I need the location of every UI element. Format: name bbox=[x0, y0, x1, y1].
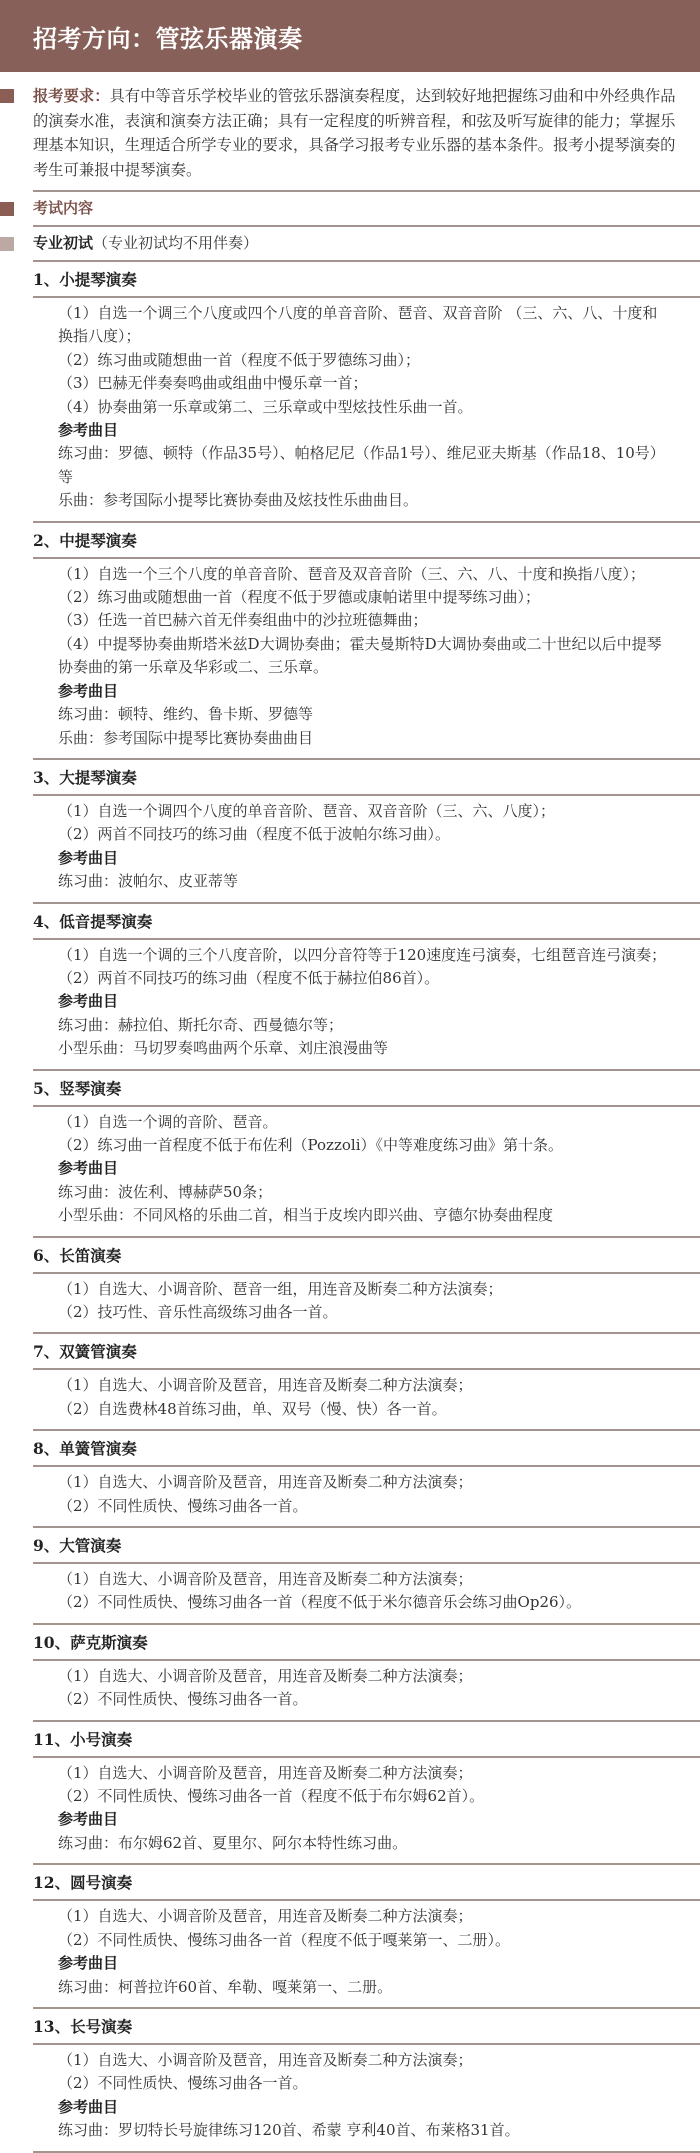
requirement-item: （2）不同性质快、慢练习曲各一首。 bbox=[58, 1690, 308, 1709]
requirement-item: （1）自选大、小调音阶及琶音，用连音及断奏二种方法演奏； bbox=[58, 2050, 473, 2069]
instrument-section bbox=[33, 1071, 700, 1238]
reference-line: 练习曲：罗德、顿特（作品35号）、帕格尼尼（作品1号）、维尼亚夫斯基（作品18、10号）等 bbox=[58, 444, 665, 486]
instrument-sections bbox=[0, 262, 700, 2153]
section-marker bbox=[0, 202, 14, 216]
section-body bbox=[0, 1107, 700, 1236]
instrument-section bbox=[33, 1528, 700, 1625]
requirement-item: （1）自选大、小调音阶及琶音，用连音及断奏二种方法演奏； bbox=[58, 1570, 473, 1589]
requirement-item: （1）自选一个调四个八度的单音音阶、琶音、双音音阶（三、六、八度）； bbox=[58, 801, 556, 820]
requirement-item: （1）自选大、小调音阶及琶音，用连音及断奏二种方法演奏； bbox=[58, 1666, 473, 1685]
section-body bbox=[0, 298, 700, 521]
reference-line: 练习曲：波佐利、博赫萨50条； bbox=[58, 1182, 273, 1201]
requirement-text: 具有中等音乐学校毕业的管弦乐器演奏程度，达到较好地把握练习曲和中外经典作品的演奏水准，表演和演奏方法正确；具有一定程度的听辨音程，和弦及听写旋律的能力；掌握乐理基本知识，生理适合所学专业的要求，具备学习报考专业乐器的基本条件。报考小提琴演奏的考生可兼报中提琴演奏。 bbox=[33, 87, 676, 179]
requirement-item: （2）不同性质快、慢练习曲各一首（程度不低于嘎莱第一、二册）。 bbox=[58, 1930, 511, 1949]
reference-line: 乐曲：参考国际小提琴比赛协奏曲及炫技性乐曲曲目。 bbox=[58, 491, 419, 510]
reference-title: 参考曲目 bbox=[58, 1954, 119, 1973]
section-title: 11、小号演奏 bbox=[33, 1722, 700, 1758]
section-title: 6、长笛演奏 bbox=[33, 1238, 700, 1274]
section-title: 1、小提琴演奏 bbox=[33, 262, 700, 298]
instrument-section bbox=[33, 523, 700, 760]
reference-title: 参考曲目 bbox=[58, 992, 119, 1011]
section-body bbox=[0, 1901, 700, 2007]
reference-line: 练习曲：罗切特长号旋律练习120首、希蒙 亨利40首、布莱格31首。 bbox=[58, 2121, 520, 2140]
instrument-section bbox=[33, 1625, 700, 1722]
reference-title: 参考曲目 bbox=[58, 2097, 119, 2116]
requirement-item: （2）练习曲或随想曲一首（程度不低于罗德或康帕诺里中提琴练习曲）； bbox=[58, 588, 541, 607]
instrument-section bbox=[33, 1722, 700, 1866]
section-title: 13、长号演奏 bbox=[33, 2009, 700, 2045]
requirement-item: （4）协奏曲第一乐章或第二、三乐章或中型炫技性乐曲一首。 bbox=[58, 397, 473, 416]
section-title: 3、大提琴演奏 bbox=[33, 760, 700, 796]
requirement-item: （1）自选大、小调音阶及琶音，用连音及断奏二种方法演奏； bbox=[58, 1473, 473, 1492]
section-body bbox=[0, 559, 700, 758]
instrument-section bbox=[33, 2009, 700, 2153]
instrument-section bbox=[33, 1865, 700, 2009]
requirement-item: （2）不同性质快、慢练习曲各一首（程度不低于布尔姆62首）。 bbox=[58, 1787, 485, 1806]
section-body bbox=[0, 1467, 700, 1526]
section-body bbox=[0, 940, 700, 1069]
requirement-item: （2）不同性质快、慢练习曲各一首。 bbox=[58, 1496, 308, 1515]
requirement-item: （2）练习曲或随想曲一首（程度不低于罗德练习曲）； bbox=[58, 350, 421, 369]
section-body bbox=[0, 1758, 700, 1864]
instrument-section bbox=[33, 1238, 700, 1335]
section-body bbox=[0, 796, 700, 902]
requirement-item: （1）自选大、小调音阶及琶音，用连音及断奏二种方法演奏； bbox=[58, 1763, 473, 1782]
preliminary-heading bbox=[33, 227, 700, 262]
reference-title: 参考曲目 bbox=[58, 421, 119, 440]
section-title: 9、大管演奏 bbox=[33, 1528, 700, 1564]
requirement-item: （1）自选一个三个八度的单音音阶、琶音及双音音阶（三、六、八、十度和换指八度）； bbox=[58, 564, 646, 583]
reference-title: 参考曲目 bbox=[58, 848, 119, 867]
instrument-section bbox=[33, 1431, 700, 1528]
instrument-section bbox=[33, 262, 700, 523]
subsection-marker bbox=[0, 237, 14, 251]
requirement-item: （4）中提琴协奏曲斯塔米兹D大调协奏曲；霍夫曼斯特D大调协奏曲或二十世纪以后中提琴协奏曲的第一乐章及华彩或二、三乐章。 bbox=[58, 634, 662, 677]
reference-line: 小型乐曲：马切罗奏鸣曲两个乐章、刘庄浪漫曲等 bbox=[58, 1039, 389, 1058]
section-marker bbox=[0, 89, 14, 103]
requirement-item: （1）自选一个调的音阶、琶音。 bbox=[58, 1112, 278, 1131]
requirement-item: （2）两首不同技巧的练习曲（程度不低于赫拉伯86首）。 bbox=[58, 968, 440, 987]
page-header bbox=[0, 0, 700, 72]
requirement-item: （2）自选费林48首练习曲，单、双号（慢、快）各一首。 bbox=[58, 1399, 447, 1418]
requirement-item: （2）技巧性、音乐性高级练习曲各一首。 bbox=[58, 1303, 338, 1321]
reference-line: 乐曲：参考国际中提琴比赛协奏曲曲目 bbox=[58, 728, 314, 747]
reference-title: 参考曲目 bbox=[58, 681, 119, 700]
instrument-section bbox=[33, 904, 700, 1071]
section-title: 5、竖琴演奏 bbox=[33, 1071, 700, 1107]
instrument-section bbox=[33, 760, 700, 904]
requirement-item: （2）两首不同技巧的练习曲（程度不低于波帕尔练习曲）。 bbox=[58, 825, 451, 844]
requirement-item: （3）巴赫无伴奏奏鸣曲或组曲中慢乐章一首； bbox=[58, 374, 368, 393]
section-body bbox=[0, 1274, 700, 1333]
requirement-item: （1）自选一个调三个八度或四个八度的单音音阶、琶音、双音音阶 （三、六、八、十度和换指八度）； bbox=[58, 304, 658, 346]
reference-title: 参考曲目 bbox=[58, 1159, 119, 1178]
requirement-item: （2）不同性质快、慢练习曲各一首（程度不低于米尔德音乐会练习曲Op26）。 bbox=[58, 1593, 582, 1612]
preliminary-note: （专业初试均不用伴奏） bbox=[93, 234, 259, 252]
section-body bbox=[0, 1661, 700, 1720]
requirement-item: （1）自选大、小调音阶及琶音，用连音及断奏二种方法演奏； bbox=[58, 1376, 473, 1395]
instrument-section bbox=[33, 1334, 700, 1431]
reference-line: 练习曲：赫拉伯、斯托尔奇、西曼德尔等； bbox=[58, 1015, 344, 1034]
reference-line: 练习曲：布尔姆62首、夏里尔、阿尔本特性练习曲。 bbox=[58, 1833, 408, 1852]
requirement-item: （3）任选一首巴赫六首无伴奏组曲中的沙拉班德舞曲； bbox=[58, 611, 428, 630]
section-title: 8、单簧管演奏 bbox=[33, 1431, 700, 1467]
requirement-item: （2）不同性质快、慢练习曲各一首。 bbox=[58, 2074, 308, 2093]
section-title: 12、圆号演奏 bbox=[33, 1865, 700, 1901]
reference-line: 练习曲：波帕尔、皮亚蒂等 bbox=[58, 872, 239, 891]
section-title: 7、双簧管演奏 bbox=[33, 1334, 700, 1370]
section-title: 10、萨克斯演奏 bbox=[33, 1625, 700, 1661]
exam-content-label: 考试内容 bbox=[33, 199, 94, 217]
reference-line: 小型乐曲：不同风格的乐曲二首，相当于皮埃内即兴曲、亨德尔协奏曲程度 bbox=[58, 1206, 554, 1225]
reference-title: 参考曲目 bbox=[58, 1810, 119, 1829]
section-body bbox=[0, 1370, 700, 1429]
requirement-item: （2）练习曲一首程度不低于布佐利（Pozzoli）《中等难度练习曲》第十条。 bbox=[58, 1135, 563, 1154]
requirement-block bbox=[33, 72, 700, 192]
requirement-item: （1）自选大、小调音阶、琶音一组，用连音及断奏二种方法演奏； bbox=[58, 1279, 503, 1298]
section-body bbox=[0, 1564, 700, 1623]
section-title: 4、低音提琴演奏 bbox=[33, 904, 700, 940]
requirement-item: （1）自选大、小调音阶及琶音，用连音及断奏二种方法演奏； bbox=[58, 1907, 473, 1926]
requirement-item: （1）自选一个调的三个八度音阶，以四分音符等于120速度连弓演奏，七组琶音连弓演奏； bbox=[58, 945, 667, 964]
section-title: 2、中提琴演奏 bbox=[33, 523, 700, 559]
requirement-label: 报考要求： bbox=[33, 87, 110, 105]
exam-content-heading bbox=[33, 192, 700, 227]
reference-line: 练习曲：柯普拉许60首、牟勒、嘎莱第一、二册。 bbox=[58, 1977, 393, 1996]
reference-line: 练习曲：顿特、维约、鲁卡斯、罗德等 bbox=[58, 705, 314, 724]
section-body bbox=[0, 2045, 700, 2151]
preliminary-label: 专业初试 bbox=[33, 234, 94, 252]
page-title: 招考方向：管弦乐器演奏 bbox=[33, 23, 303, 53]
